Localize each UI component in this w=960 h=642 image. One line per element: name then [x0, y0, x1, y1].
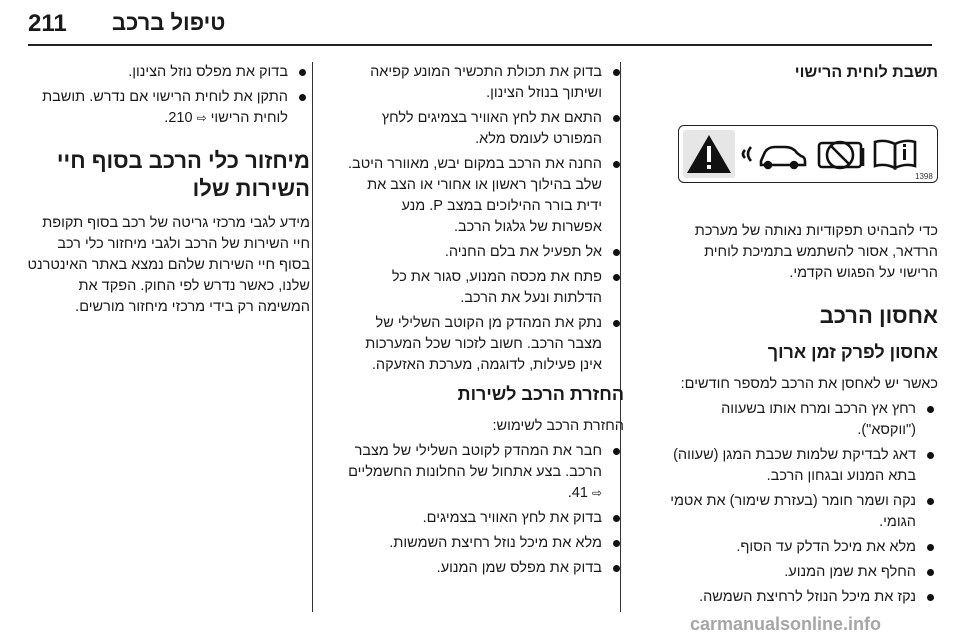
list-item: מלא את מיכל נוזל רחיצת השמשות. [348, 533, 624, 554]
list-item: חבר את המהדק לקוטב השלילי של מצבר הרכב. בצע אתחול של החלונות החשמליים ⇨ 41. [348, 441, 624, 504]
column-left [24, 62, 310, 612]
long-storage-heading: אחסון לפרק זמן ארוך [767, 342, 938, 362]
warning-triangle-icon [683, 130, 735, 178]
list-item: התאם את לחץ האוויר בצמיגים ללחץ המפורט לעומס מלא. [348, 108, 624, 150]
page-ref-arrow-icon: ⇨ [591, 486, 602, 500]
manual-book-icon [875, 141, 915, 168]
return-to-service-heading: החזרת הרכב לשירות [457, 384, 624, 404]
page-header [0, 0, 960, 48]
list-item: נתק את המהדק מן הקוטב השלילי של מצבר הרכב. חשוב לזכור שכל המערכות אינן פעילות, לדוגמה, מערכת האזעקה. [348, 313, 624, 376]
radar-car-icon [743, 147, 805, 168]
no-plate-holder-icon [819, 142, 863, 168]
recycling-heading: מיחזור כלי הרכב בסוף חיי השירות שלו [56, 148, 310, 201]
storage-list-continued [348, 62, 624, 376]
plate-holder-text: כדי להבהיט תפקודיות נאותה של מערכת הרדאר, אסור להשתמש בתמיכת לוחית הרישוי על הפגוש הקדמי. [694, 223, 938, 281]
list-item: נקה ושמר חומר (בעזרת שימור) את אטמי הגומי. [670, 491, 938, 533]
header-rule [28, 44, 932, 46]
page-ref-arrow-icon: ⇨ [196, 111, 207, 125]
return-list [348, 441, 624, 579]
list-item: התקן את לוחית הרישוי אם נדרש. תושבת לוחית הרישוי ⇨ 210. [24, 87, 310, 129]
list-item: בדוק את מפלס שמן המנוע. [348, 558, 624, 579]
figure-code: 1398 [915, 172, 933, 181]
watermark: carmanualsonline.info [690, 614, 882, 634]
list-item: פתח את מכסה המנוע, סגור את כל הדלתות ונעל את הרכב. [348, 267, 624, 309]
page-ref[interactable]: 210 [168, 110, 193, 126]
warning-icons-panel [678, 125, 938, 183]
return-intro: החזרת הרכב לשימוש: [492, 418, 624, 434]
list-item: רחץ אץ הרכב ומרח אותו בשעווה ("ווקסא"). [670, 399, 938, 441]
plate-holder-heading: תשבת לוחית הרישוי [794, 64, 938, 81]
list-item: החלף את שמן המנוע. [670, 562, 938, 583]
column-right [670, 62, 938, 612]
column-divider [312, 62, 313, 612]
page-ref[interactable]: 41 [571, 485, 588, 501]
page-number: 211 [28, 10, 67, 37]
list-item: נקז את מיכל הנוזל לרחיצת השמשה. [670, 587, 938, 608]
storage-intro: כאשר יש לאחסן את הרכב למספר חודשים: [680, 376, 938, 392]
list-item: מלא את מיכל הדלק עד הסוף. [670, 537, 938, 558]
column-middle [348, 62, 624, 612]
storage-list [670, 399, 938, 608]
list-item: דאג לבדיקת שלמות שכבת המגן (שעווה) בתא המנוע ובגחון הרכב. [670, 445, 938, 487]
list-item: בדוק את מפלס נוזל הצינון. [24, 62, 310, 83]
list-item: אל תפעיל את בלם החניה. [348, 242, 624, 263]
section-title: טיפול ברכב [112, 10, 226, 35]
return-list-continued [24, 62, 310, 129]
list-item: החנה את הרכב במקום יבש, מאוורר היטב. שלב בהילוך ראשון או אחורי או הצב את ידית בורר ההילוכים במצב P. מנע אפשרות של גלגול הרכב. [348, 154, 624, 238]
recycling-text: מידע לגבי מרכזי גריטה של רכב בסוף תקופת חיי השירות של הרכב ולגבי מיחזור כלי רכב בסוף חיי השירות שלהם נמצא באתר האינטרנט שלנו, כאשר נדרש לפי החוק. הפקד את המשימה רק בידי מרכזי מיחזור מורשים. [27, 215, 310, 315]
list-item: בדוק את תכולת התכשיר המונע קפיאה ושיתוך בנוזל הצינון. [348, 62, 624, 104]
list-item: בדוק את לחץ האוויר בצמיגים. [348, 508, 624, 529]
storage-heading: אחסון הרכב [819, 303, 938, 328]
